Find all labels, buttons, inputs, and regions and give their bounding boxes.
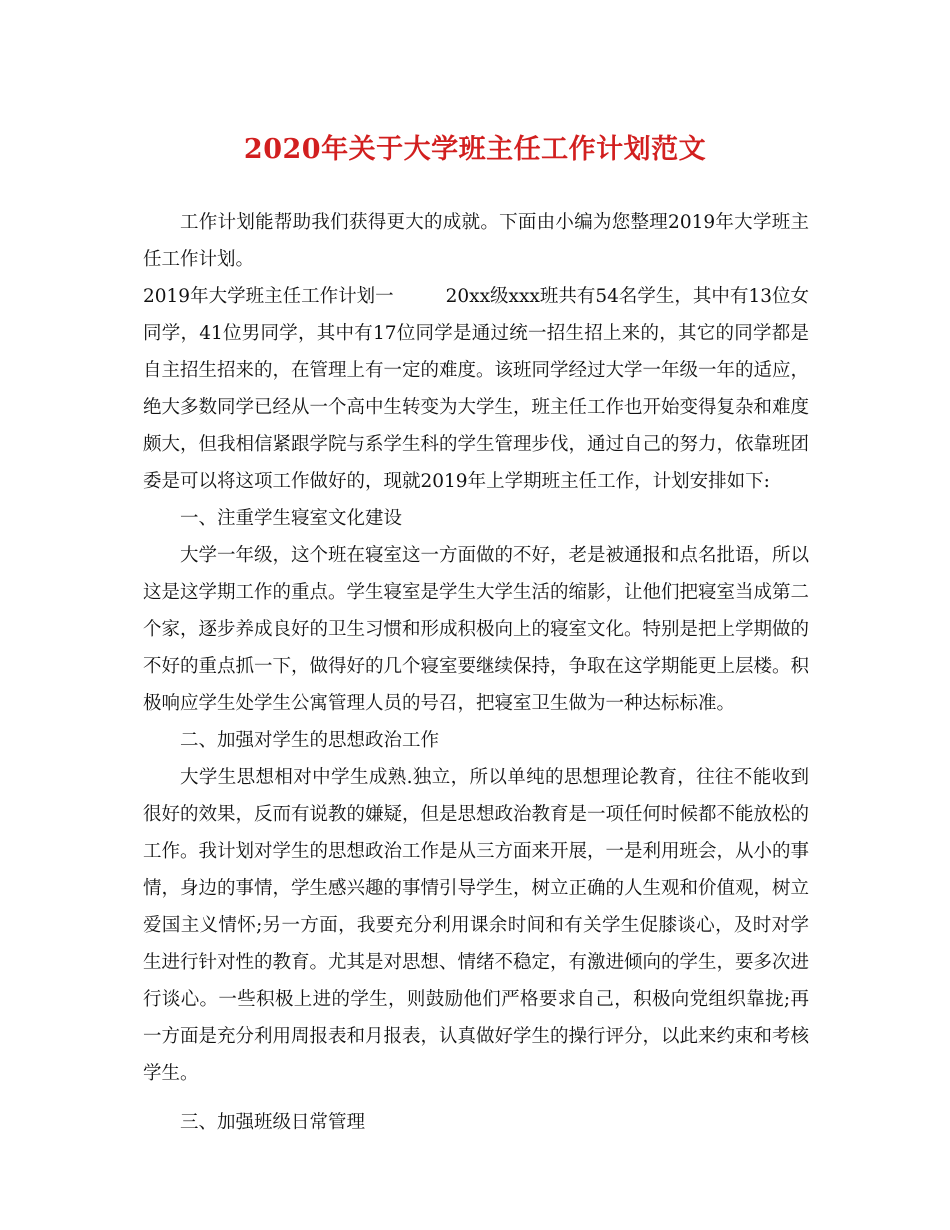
document-title: 2020年关于大学班主任工作计划范文 [243, 134, 707, 165]
intro-paragraph: 工作计划能帮助我们获得更大的成就。下面由小编为您整理2019年大学班主任工作计划。 [143, 212, 809, 270]
section-heading-3: 三、加强班级日常管理 [180, 1112, 366, 1133]
section-paragraph-1: 大学一年级，这个班在寝室这一方面做的不好，老是被通报和点名批语，所以这是这学期工作的重点。学生寝室是学生大学生活的缩影，让他们把寝室当成第二个家，逐步养成良好的卫生习惯和形成积极向上的寝室文化。特别是把上学期做的不好的重点抓一下，做得好的几个寝室要继续保持，争取在这学期能更上层楼。积极响应学生处学生公寓管理人员的号召，把寝室卫生做为一种达标标准。 [143, 545, 810, 714]
section-paragraph-2: 大学生思想相对中学生成熟.独立，所以单纯的思想理论教育，往往不能收到很好的效果，反而有说教的嫌疑，但是思想政治教育是一项任何时候都不能放松的工作。我计划对学生的思想政治工作是从三方面来开展，一是利用班会，从小的事情，身边的事情，学生感兴趣的事情引导学生，树立正确的人生观和价值观，树立爱国主义情怀;另一方面，我要充分利用课余时间和有关学生促膝谈心，及时对学生进行针对性的教育。尤其是对思想、情绪不稳定，有激进倾向的学生，要多次进行谈心。一些积极上进的学生，则鼓励他们严格要求自己，积极向党组织靠拢;再一方面是充分利用周报表和月报表，认真做好学生的操行评分，以此来约束和考核学生。 [143, 767, 810, 1084]
plan-label: 2019年大学班主任工作计划一 [143, 286, 394, 307]
section-heading-2: 二、加强对学生的思想政治工作 [180, 730, 440, 751]
plan-text: 20xx级xxx班共有54名学生，其中有13位女同学，41位男同学，其中有17位同学是通过统一招生招上来的，其它的同学都是自主招生招来的，在管理上有一定的难度。该班同学经过大学一年级一年的适应，绝大多数同学已经从一个高中生转变为大学生，班主任工作也开始变得复杂和难度颇大，但我相信紧跟学院与系学生科的学生管理步伐，通过自己的努力，依靠班团委是可以将这项工作做好的，现就2019年上学期班主任工作，计划安排如下: [143, 286, 810, 492]
plan-paragraph [143, 278, 809, 500]
section-heading-1: 一、注重学生寝室文化建设 [180, 508, 403, 529]
document-body [143, 204, 809, 1141]
